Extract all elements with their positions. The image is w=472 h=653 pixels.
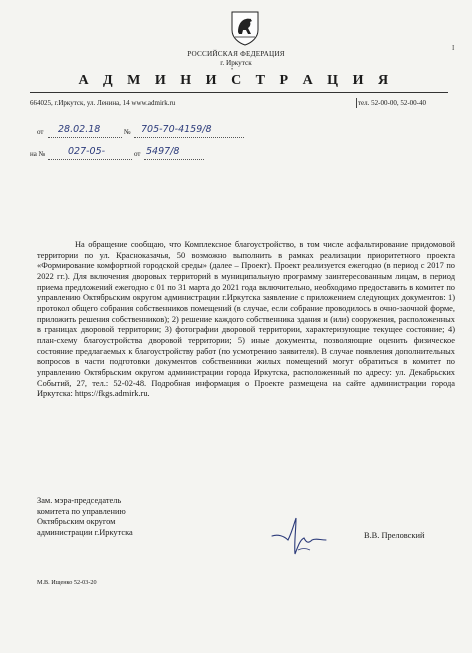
letter-body — [37, 240, 455, 400]
divider-mark-icon: • — [231, 67, 234, 73]
handwritten-signature-icon — [268, 510, 338, 560]
position-line-2: комитета по управлению — [37, 506, 126, 516]
executor-line: М.В. Ищенко 52-03-20 — [37, 579, 97, 586]
number-handwritten: 705-70-4159/8 — [141, 124, 212, 135]
coat-of-arms-icon — [229, 10, 261, 46]
signatory-name: В.В. Преловский — [364, 531, 425, 540]
position-line-4: администрации г.Иркутска — [37, 527, 133, 537]
header-rule — [30, 92, 448, 93]
phone-line: тел. 52-00-00, 52-00-40 — [358, 99, 426, 107]
address-line: 664025, г.Иркутск, ул. Ленина, 14 www.admirk.ru — [30, 99, 176, 107]
administration-title: А Д М И Н И С Т Р А Ц И Я — [78, 73, 394, 88]
date-handwritten: 28.02.18 — [58, 124, 101, 135]
number-underline — [134, 137, 244, 138]
body-paragraph: На обращение сообщаю, что Комплексное благоустройство, в том числе асфальтирование придомовой территории по ул. Красноказачья, 50 возможно выполнить в рамках реализации приоритетного проекта «Формирование комфортной городской среды» (далее – Проект). Проект реализуется ежегодно (в период с 2017 по 2022 гг.). Для включения дворовых территорий в муниципальную программу заинтересованным лицам, в период приема предложений ежегодно с 01 по 31 марта до 2021 года включительно, необходимо предоставить в комитет по управлению Октябрьским округом администрации г.Иркутска заявление с приложением следующих документов: 1) протокол общего собрания собственников помещений (в случае, если собрание проводилось в очно-заочной форме, приложить решения собственников); 2) решение каждого собственника здания и (или) сооружения, расположенных в границах дворовой территории; 3) фотографии дворовой территории, характеризующие текущее состояние; 4) план-схему благоустройства дворовой территории; 5) иные документы, позволяющие оценить физическое состояние предлагаемых к благоустройству работ (по усмотрению заявителя). В случае появления дополнительных вопросов в части подготовки документов собственники жилых помещений могут обратиться в комитет по управлению Октябрьским округом администрации города Иркутска, расположенный по адресу: ул. Декабрьских Событий, 27, тел.: 52-02-48. Подробная информация о Проекте размещена на сайте администрации города Иркутска: https://fkgs.admirk.ru. — [37, 240, 455, 399]
ref-date-handwritten: 5497/8 — [146, 146, 180, 157]
ref-underline — [48, 159, 132, 160]
phone-separator — [356, 98, 357, 108]
number-label: № — [124, 128, 131, 136]
date-underline — [48, 137, 122, 138]
ref-number-handwritten: 027-05- — [68, 146, 106, 157]
ref-date-underline — [144, 159, 204, 160]
ref-from-label: от — [134, 150, 141, 158]
corner-mark: I — [452, 44, 455, 52]
signatory-position — [37, 496, 133, 538]
city-heading: г. Иркутск — [220, 59, 252, 67]
ref-label: на № — [30, 150, 46, 158]
position-line-1: Зам. мэра-председатель — [37, 496, 122, 505]
country-heading: РОССИЙСКАЯ ФЕДЕРАЦИЯ — [187, 50, 285, 58]
position-line-3: Октябрьским округом — [37, 517, 116, 526]
from-label: от — [37, 128, 44, 136]
